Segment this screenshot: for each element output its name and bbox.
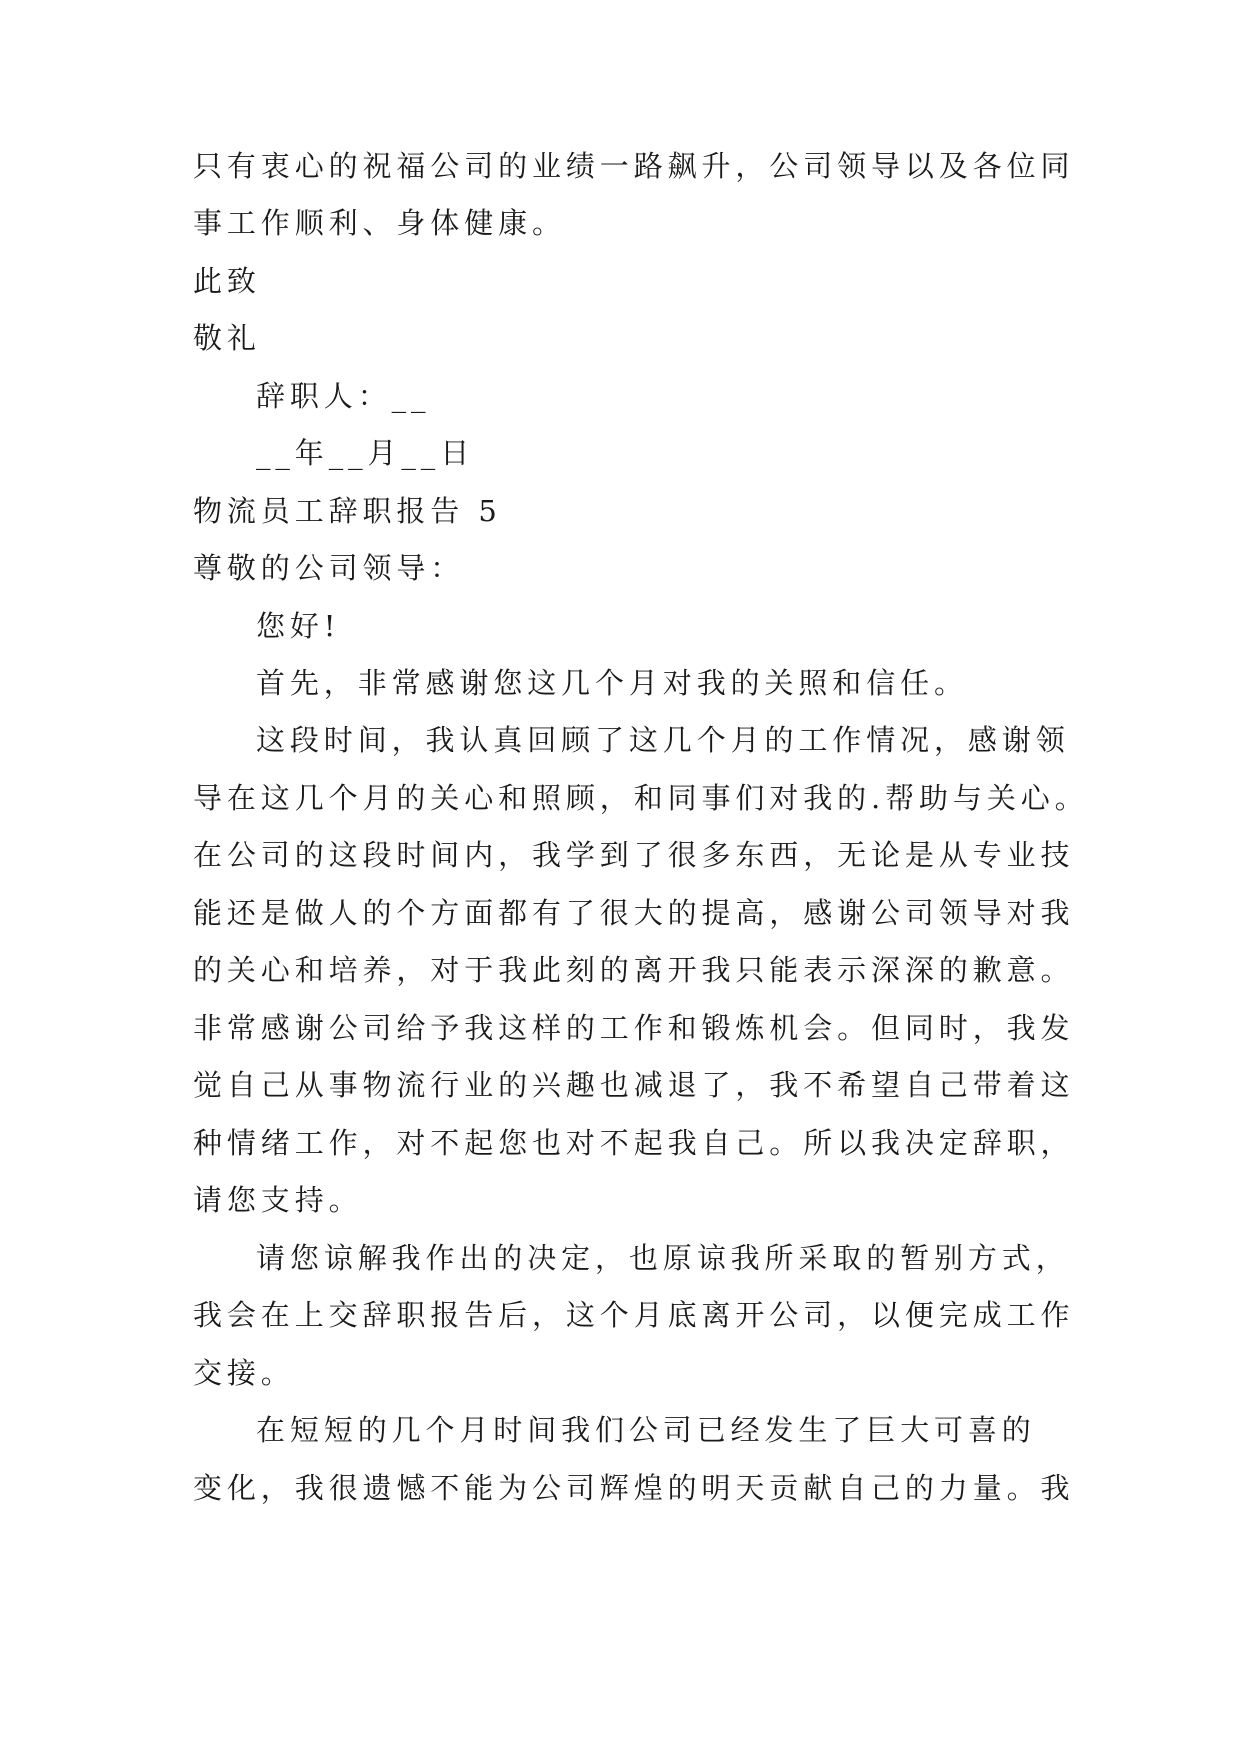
body-line: 能还是做人的个方面都有了很大的提高，感谢公司领导对我 <box>193 896 1075 930</box>
body-line: 觉自己从事物流行业的兴趣也减退了，我不希望自己带着这 <box>193 1068 1075 1102</box>
body-line: 的关心和培养，对于我此刻的离开我只能表示深深的歉意。 <box>193 953 1075 987</box>
body-line: 只有衷心的祝福公司的业绩一路飙升，公司领导以及各位同 <box>193 149 1075 183</box>
body-line: 导在这几个月的关心和照顾，和同事们对我的.帮助与关心。 <box>193 781 1089 815</box>
date-line: __年__月__日 <box>256 436 475 470</box>
body-line: 在公司的这段时间内，我学到了很多东西，无论是从专业技 <box>193 838 1075 872</box>
body-line: 非常感谢公司给予我这样的工作和锻炼机会。但同时，我发 <box>193 1011 1075 1045</box>
body-line: 首先，非常感谢您这几个月对我的关照和信任。 <box>256 666 968 700</box>
body-line: 请您支持。 <box>193 1183 363 1217</box>
body-line: 在短短的几个月时间我们公司已经发生了巨大可喜的 <box>256 1413 1036 1447</box>
body-line: 变化，我很遗憾不能为公司辉煌的明天贡献自己的力量。我 <box>193 1471 1075 1505</box>
body-line: 我会在上交辞职报告后，这个月底离开公司，以便完成工作 <box>193 1298 1075 1332</box>
greeting: 您好! <box>256 609 341 643</box>
body-line: 种情绪工作，对不起您也对不起我自己。所以我决定辞职， <box>193 1126 1075 1160</box>
body-line: 交接。 <box>193 1356 295 1390</box>
section-title: 物流员工辞职报告 5 <box>193 494 502 528</box>
closing-line: 敬礼 <box>193 321 261 355</box>
signature-line: 辞职人：__ <box>256 379 431 413</box>
body-line: 这段时间，我认真回顾了这几个月的工作情况，感谢领 <box>256 723 1070 757</box>
salutation: 尊敬的公司领导： <box>193 551 465 585</box>
body-line: 请您谅解我作出的决定，也原谅我所采取的暂别方式， <box>256 1241 1070 1275</box>
closing-line: 此致 <box>193 264 261 298</box>
body-line: 事工作顺利、身体健康。 <box>193 206 566 240</box>
